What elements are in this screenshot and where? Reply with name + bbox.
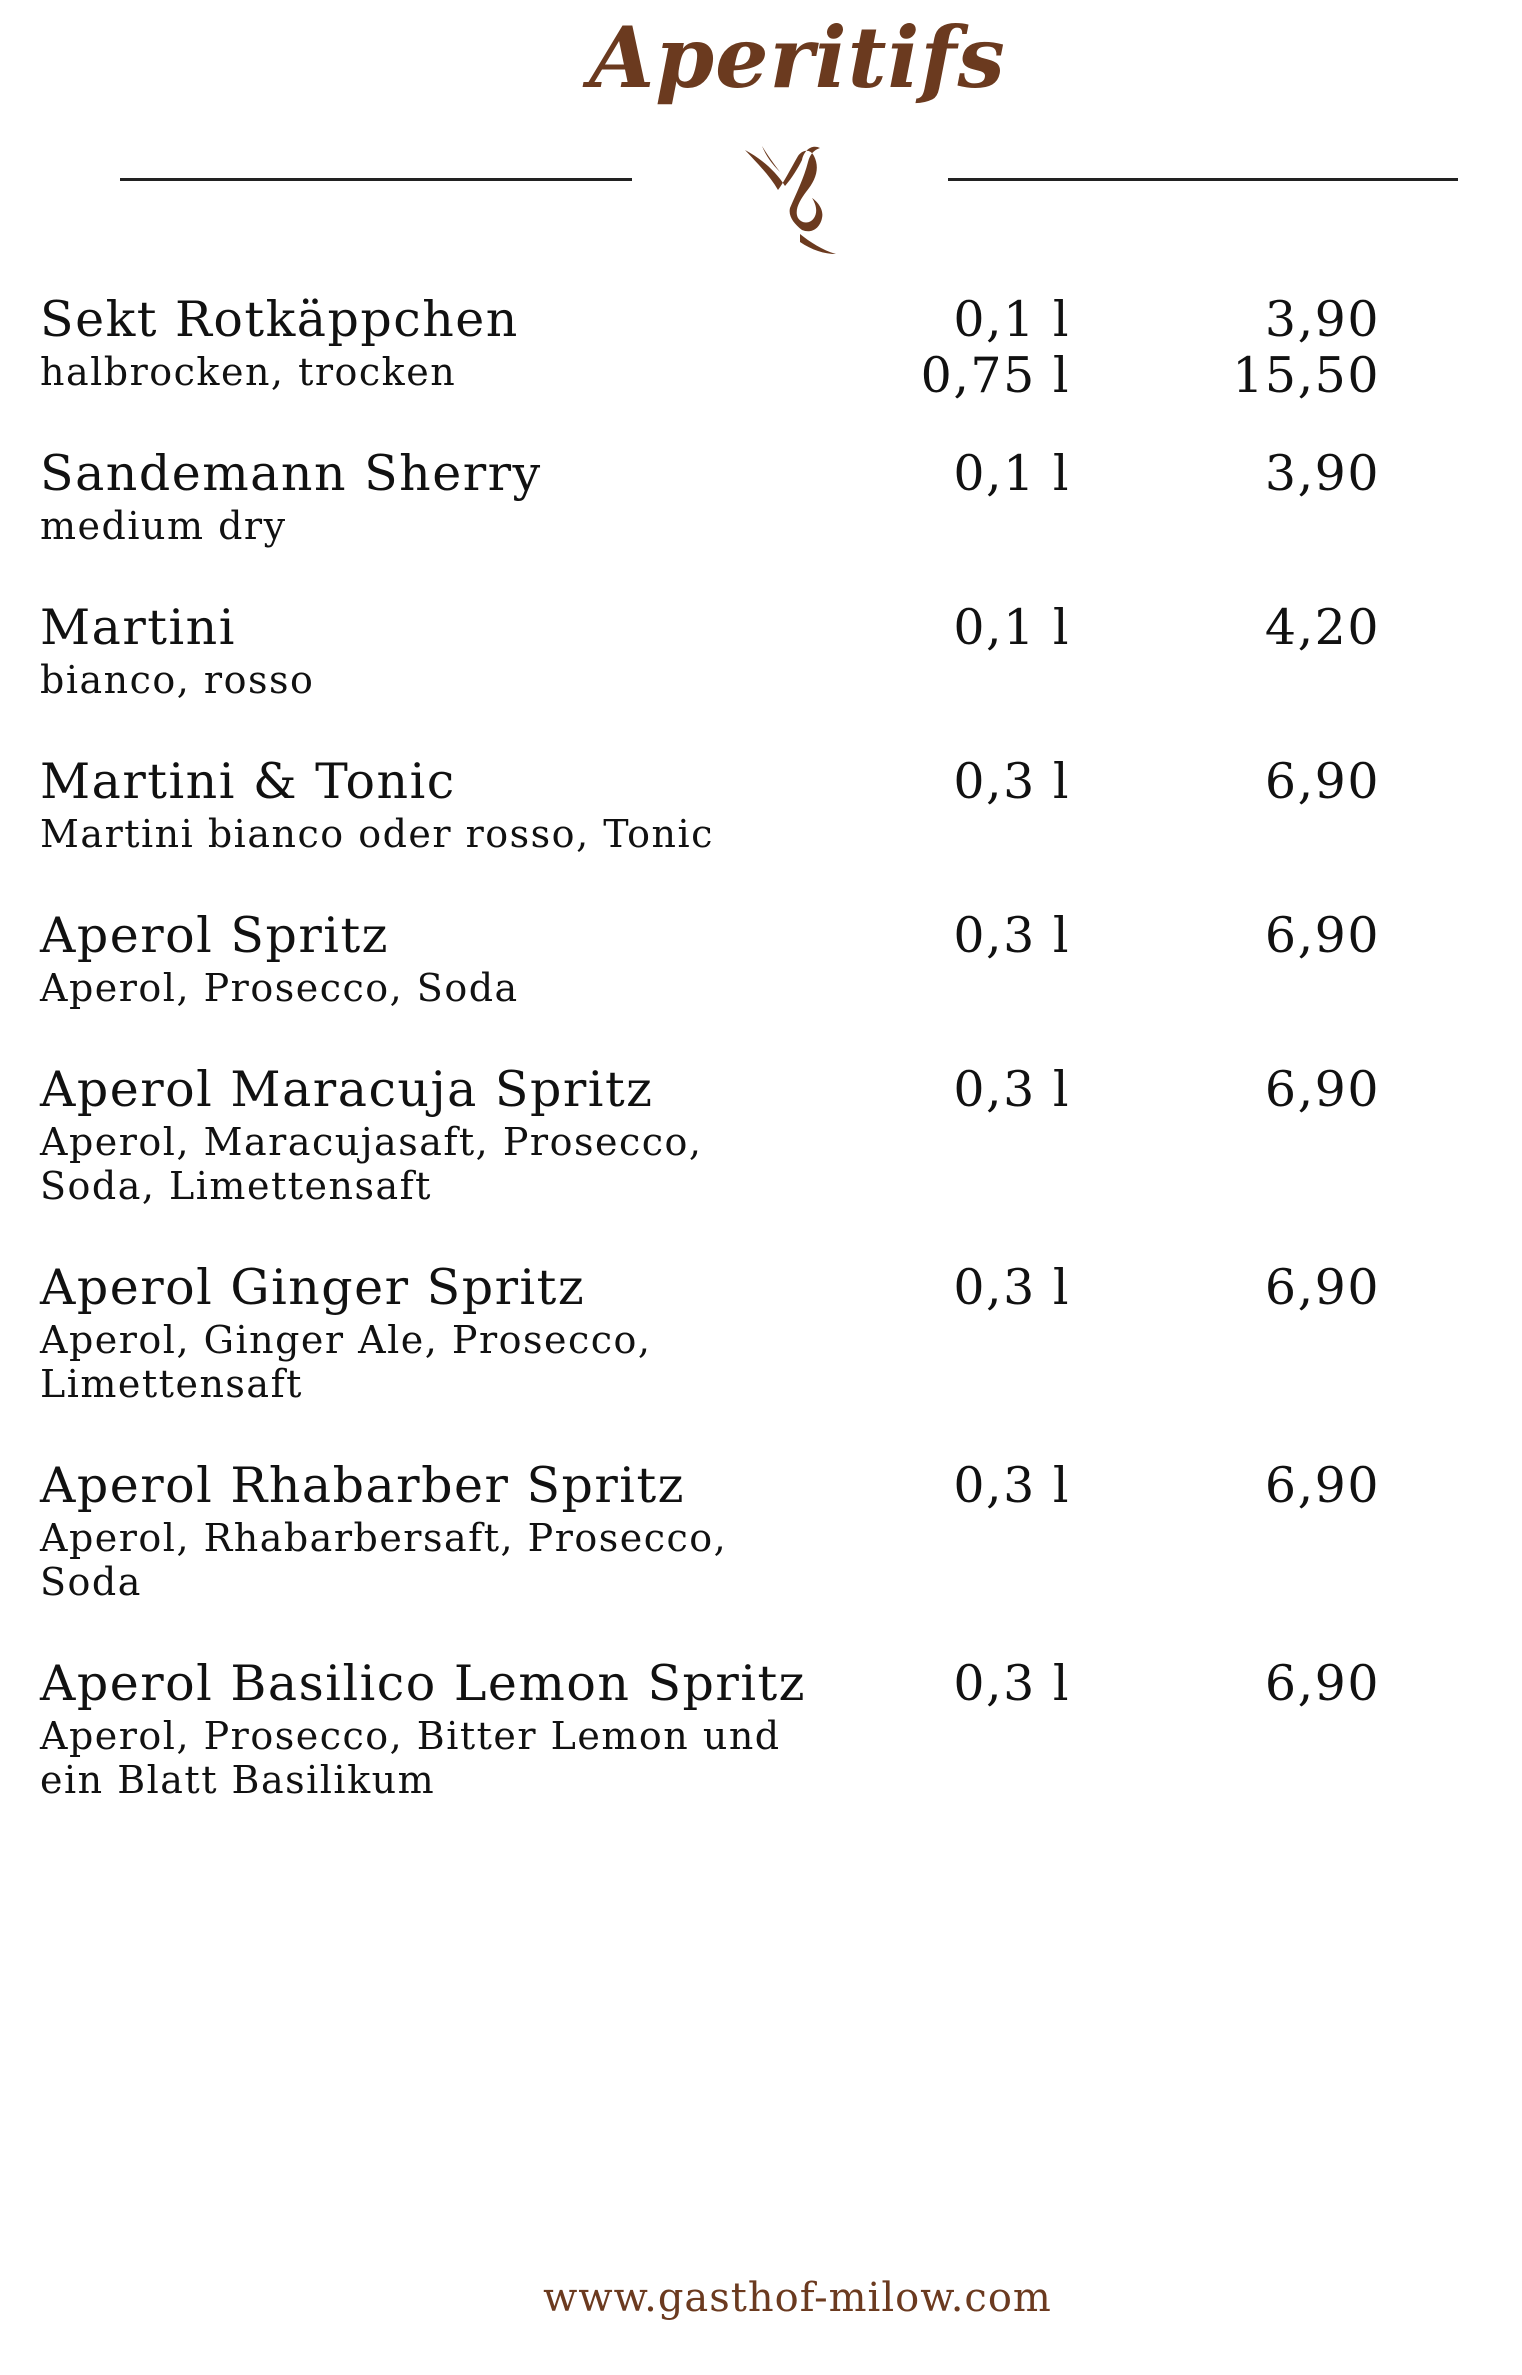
item-price: 4,20: [1264, 599, 1380, 656]
item-volume: 0,1 l: [953, 599, 1070, 656]
item-name: Aperol Spritz: [40, 907, 389, 964]
item-volume: 0,1 l: [953, 445, 1070, 502]
item-volume: 0,1 l: [953, 291, 1070, 348]
item-price: 3,90: [1264, 445, 1380, 502]
item-secondary-size: [880, 346, 1380, 406]
page-title: Aperitifs: [589, 8, 1006, 107]
item-price: 6,90: [1264, 1061, 1380, 1118]
item-price: 6,90: [1264, 1457, 1380, 1514]
item-price: 6,90: [1264, 1655, 1380, 1712]
item-description: medium dry: [40, 504, 287, 548]
item-volume: 0,3 l: [953, 907, 1070, 964]
item-volume-secondary: 0,75 l: [920, 347, 1070, 404]
swan-icon: [740, 138, 855, 263]
menu-item: [40, 1258, 1500, 1406]
item-description: Aperol, Prosecco, Bitter Lemon und ein Blatt Basilikum: [40, 1714, 781, 1802]
menu-item: [40, 906, 1500, 1010]
divider-right: [948, 178, 1458, 181]
item-price: 6,90: [1264, 907, 1380, 964]
menu-item: [40, 1456, 1500, 1604]
item-volume: 0,3 l: [953, 1655, 1070, 1712]
item-volume: 0,3 l: [953, 753, 1070, 810]
item-volume: 0,3 l: [953, 1259, 1070, 1316]
item-name: Aperol Basilico Lemon Spritz: [40, 1655, 806, 1712]
item-name: Martini & Tonic: [40, 753, 456, 810]
menu-item: [40, 290, 1500, 404]
item-description: Aperol, Rhabarbersaft, Prosecco, Soda: [40, 1516, 728, 1604]
item-name: Aperol Ginger Spritz: [40, 1259, 586, 1316]
divider-left: [120, 178, 632, 181]
item-name: Sekt Rotkäppchen: [40, 291, 519, 348]
item-name: Aperol Rhabarber Spritz: [40, 1457, 685, 1514]
menu-item: [40, 598, 1500, 702]
item-description: Aperol, Ginger Ale, Prosecco, Limettensaft: [40, 1318, 652, 1406]
item-volume: 0,3 l: [953, 1061, 1070, 1118]
item-price: 3,90: [1264, 291, 1380, 348]
item-price: 6,90: [1264, 1259, 1380, 1316]
item-description: Martini bianco oder rosso, Tonic: [40, 812, 714, 856]
item-name: Sandemann Sherry: [40, 445, 542, 502]
item-price-secondary: 15,50: [1232, 347, 1380, 404]
item-description: Aperol, Prosecco, Soda: [40, 966, 519, 1010]
menu-item: [40, 1654, 1500, 1802]
item-description: bianco, rosso: [40, 658, 315, 702]
menu-item: [40, 752, 1500, 856]
item-name: Aperol Maracuja Spritz: [40, 1061, 654, 1118]
menu-item: [40, 444, 1500, 548]
item-description: halbrocken, trocken: [40, 350, 457, 394]
menu-item: [40, 1060, 1500, 1208]
menu-list: [40, 290, 1500, 1852]
item-volume: 0,3 l: [953, 1457, 1070, 1514]
item-name: Martini: [40, 599, 236, 656]
item-description: Aperol, Maracujasaft, Prosecco, Soda, Limettensaft: [40, 1120, 703, 1208]
website-link[interactable]: www.gasthof-milow.com: [543, 2275, 1052, 2321]
item-price: 6,90: [1264, 753, 1380, 810]
